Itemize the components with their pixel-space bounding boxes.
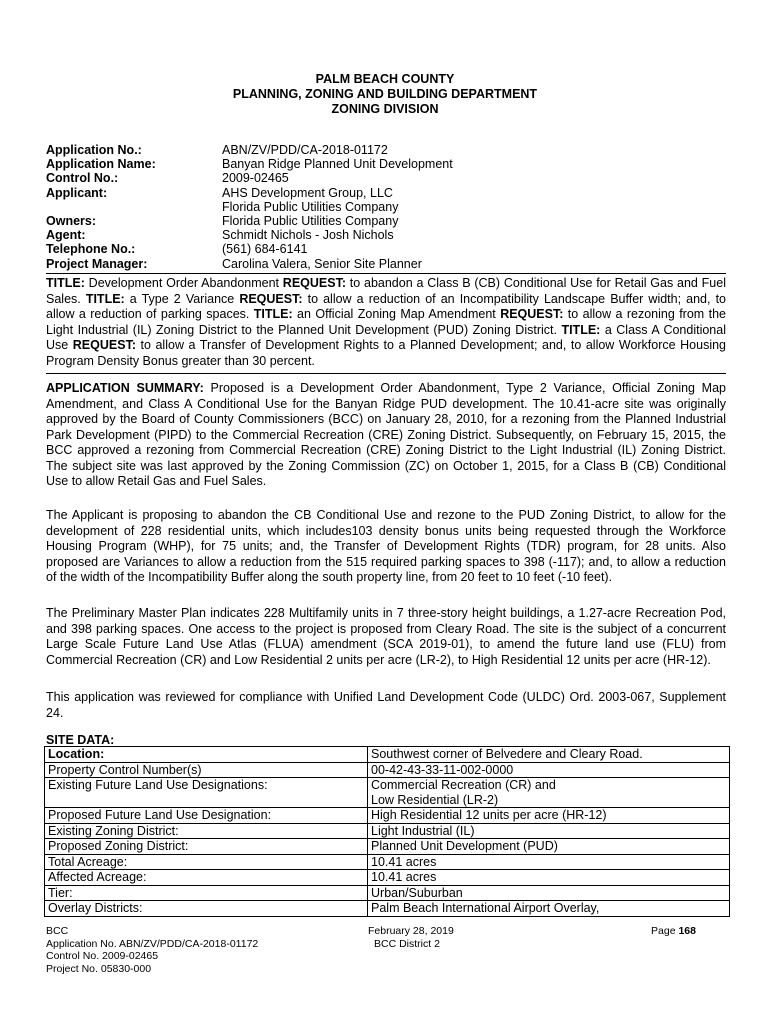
summary-paragraph-3: The Preliminary Master Plan indicates 228 Multifamily units in 7 three-story height buildings, a 1.27-acre Recreation Pod, and 398 parking spaces. One access to the project is proposed from Cleary Road. The site is the subject of a concurrent Large Scale Future Land Use Atlas (FLUA) amendment (SCA 2019-01), to amend the future land use (FLU) from Commercial Recreation (CR) and Low Residential 2 units per acre (LR-2), to High Residential 12 units per acre (HR-12). (46, 606, 726, 667)
site-data-title: SITE DATA: (46, 733, 115, 747)
site-data-key: Proposed Zoning District: (45, 839, 368, 855)
page-label: Page (651, 925, 679, 937)
table-row (45, 854, 730, 870)
title-label: TITLE: (561, 322, 601, 337)
info-row (46, 242, 726, 256)
table-row (45, 823, 730, 839)
info-row (46, 157, 726, 171)
info-value: 2009-02465 (222, 171, 289, 186)
footer-page (651, 925, 696, 938)
table-row (45, 808, 730, 824)
request-text: to abandon a Class B (CB) Conditional Use for Retail Gas and Fuel Sales. (46, 276, 726, 306)
request-label: REQUEST: (500, 307, 564, 321)
title-text: a Type 2 Variance (124, 291, 240, 306)
site-data-key: Existing Future Land Use Designations: (45, 778, 368, 808)
info-label: Telephone No.: (46, 242, 136, 257)
site-data-value: Planned Unit Development (PUD) (368, 839, 730, 855)
info-value: Florida Public Utilities Company (222, 214, 399, 229)
footer-control-no: Control No. 2009-02465 (46, 950, 159, 962)
site-data-value: Urban/Suburban (368, 885, 730, 901)
title-label: TITLE: (85, 291, 125, 306)
divider (46, 373, 726, 374)
summary-paragraph-1 (46, 381, 726, 490)
table-row (45, 747, 730, 763)
site-data-value-line: Commercial Recreation (CR) and (371, 778, 556, 792)
site-data-table (44, 746, 730, 917)
request-text: to allow a Transfer of Development Rights to a Planned Development; and, to allow Workforce Housing Program Density Bonus greater than 30 percent. (46, 338, 726, 368)
info-row (46, 171, 726, 185)
info-value: Carolina Valera, Senior Site Planner (222, 256, 422, 271)
title-text: an Official Zoning Map Amendment (292, 307, 501, 321)
site-data-value: High Residential 12 units per acre (HR-12) (368, 808, 730, 824)
info-label: Agent: (46, 228, 86, 243)
table-row (45, 762, 730, 778)
header-division: ZONING DIVISION (331, 102, 439, 116)
info-row (46, 186, 726, 200)
info-label: Project Manager: (46, 256, 148, 271)
request-label: REQUEST: (282, 276, 346, 290)
site-data-key: Overlay Districts: (45, 901, 368, 917)
title-label: TITLE: (253, 307, 293, 321)
info-value: ABN/ZV/PDD/CA-2018-01172 (222, 143, 388, 157)
info-value: (561) 684-6141 (222, 242, 308, 257)
info-value: Banyan Ridge Planned Unit Development (222, 157, 453, 172)
info-label: Application No.: (46, 143, 142, 157)
title-label: TITLE: (46, 276, 85, 290)
footer-application-no: Application No. ABN/ZV/PDD/CA-2018-01172 (46, 937, 259, 950)
info-row (46, 257, 726, 271)
info-row (46, 214, 726, 228)
summary-paragraph-2: The Applicant is proposing to abandon the CB Conditional Use and rezone to the PUD Zoning District, to allow for the development of 228 residential units, which includes103 density bonus units being requested through the Workforce Housing Program (WHP), for 75 units; and, the Transfer of Development Rights (TDR) program, for 28 units. Also proposed are Variances to allow a reduction from the 515 required parking spaces to 398 (-117); and, to allow a reduction of the width of the Incompatibility Buffer along the south property line, from 20 feet to 10 feet (-10 feet). (46, 508, 726, 584)
document-header (0, 72, 770, 117)
summary-paragraph-4: This application was reviewed for compliance with Unified Land Development Code (ULDC) Ord. 2003-067, Supplement 24. (46, 690, 726, 720)
request-label: REQUEST: (239, 291, 303, 306)
footer-board: BCC (46, 925, 69, 937)
site-data-key: Location: (45, 747, 368, 763)
page-number: 168 (678, 925, 696, 937)
info-value: Florida Public Utilities Company (222, 199, 399, 214)
info-value: AHS Development Group, LLC (222, 185, 393, 200)
request-text: to allow a reduction of an Incompatibility Landscape Buffer width; and, to allow a reduction of parking spaces. (46, 291, 726, 321)
info-label (46, 200, 222, 214)
info-label: Owners: (46, 214, 97, 229)
site-data-value: 10.41 acres (368, 870, 730, 886)
footer-left (46, 925, 346, 975)
site-data-key: Proposed Future Land Use Designation: (45, 808, 368, 824)
table-row (45, 839, 730, 855)
site-data-key: Tier: (45, 885, 368, 901)
site-data-key: Total Acreage: (45, 854, 368, 870)
site-data-key: Existing Zoning District: (45, 823, 368, 839)
info-label: Control No.: (46, 171, 119, 186)
summary-label: APPLICATION SUMMARY: (46, 381, 204, 395)
site-data-value: Palm Beach International Airport Overlay, (368, 901, 730, 917)
table-row (45, 901, 730, 917)
title-text: a Class A Conditional Use (46, 322, 726, 352)
site-data-value: 00-42-43-33-11-002-0000 (368, 762, 730, 778)
site-data-key: Affected Acreage: (45, 870, 368, 886)
footer-project-no: Project No. 05830-000 (46, 962, 152, 975)
info-row (46, 200, 726, 214)
application-info (46, 143, 726, 271)
info-label: Applicant: (46, 185, 108, 200)
info-label: Application Name: (46, 157, 156, 172)
request-label: REQUEST: (72, 338, 136, 352)
site-data-key: Property Control Number(s) (45, 762, 368, 778)
title-text: Development Order Abandonment (84, 276, 283, 290)
info-row (46, 228, 726, 242)
site-data-value-line: Low Residential (LR-2) (371, 792, 499, 807)
site-data-value (368, 778, 730, 808)
table-row (45, 778, 730, 808)
header-county: PALM BEACH COUNTY (315, 72, 455, 86)
request-text: to allow a rezoning from the Light Industrial (IL) Zoning District to the Planned Unit Development (PUD) Zoning District. (46, 307, 726, 337)
site-data-value: Light Industrial (IL) (368, 823, 730, 839)
footer-district: BCC District 2 (374, 937, 440, 950)
footer-center (368, 925, 528, 950)
site-data-value: Southwest corner of Belvedere and Cleary Road. (368, 747, 730, 763)
table-row (45, 870, 730, 886)
info-value: Schmidt Nichols - Josh Nichols (222, 228, 394, 243)
info-row (46, 143, 726, 157)
site-data-value: 10.41 acres (368, 854, 730, 870)
header-department: PLANNING, ZONING AND BUILDING DEPARTMENT (232, 87, 538, 101)
summary-text: Proposed is a Development Order Abandonment, Type 2 Variance, Official Zoning Map Amendment, and Class A Conditional Use for the Banyan Ridge PUD development. The 10.41-acre site was originally approved by the Board of County Commissioners (BCC) on January 28, 2010, for a rezoning from the Planned Industrial Park Development (PIPD) to the Commercial Recreation (CRE) Zoning District. Subsequently, on February 15, 2015, the BCC approved a rezoning from Commercial Recreation (CRE) Zoning District to the Light Industrial (IL) Zoning District. The subject site was last approved by the Zoning Commission (ZC) on October 1, 2015, for a Class B (CB) Conditional Use to allow Retail Gas and Fuel Sales. (46, 381, 727, 488)
title-request-block (46, 276, 726, 369)
divider (46, 273, 726, 274)
table-row (45, 885, 730, 901)
footer-date: February 28, 2019 (368, 925, 454, 937)
